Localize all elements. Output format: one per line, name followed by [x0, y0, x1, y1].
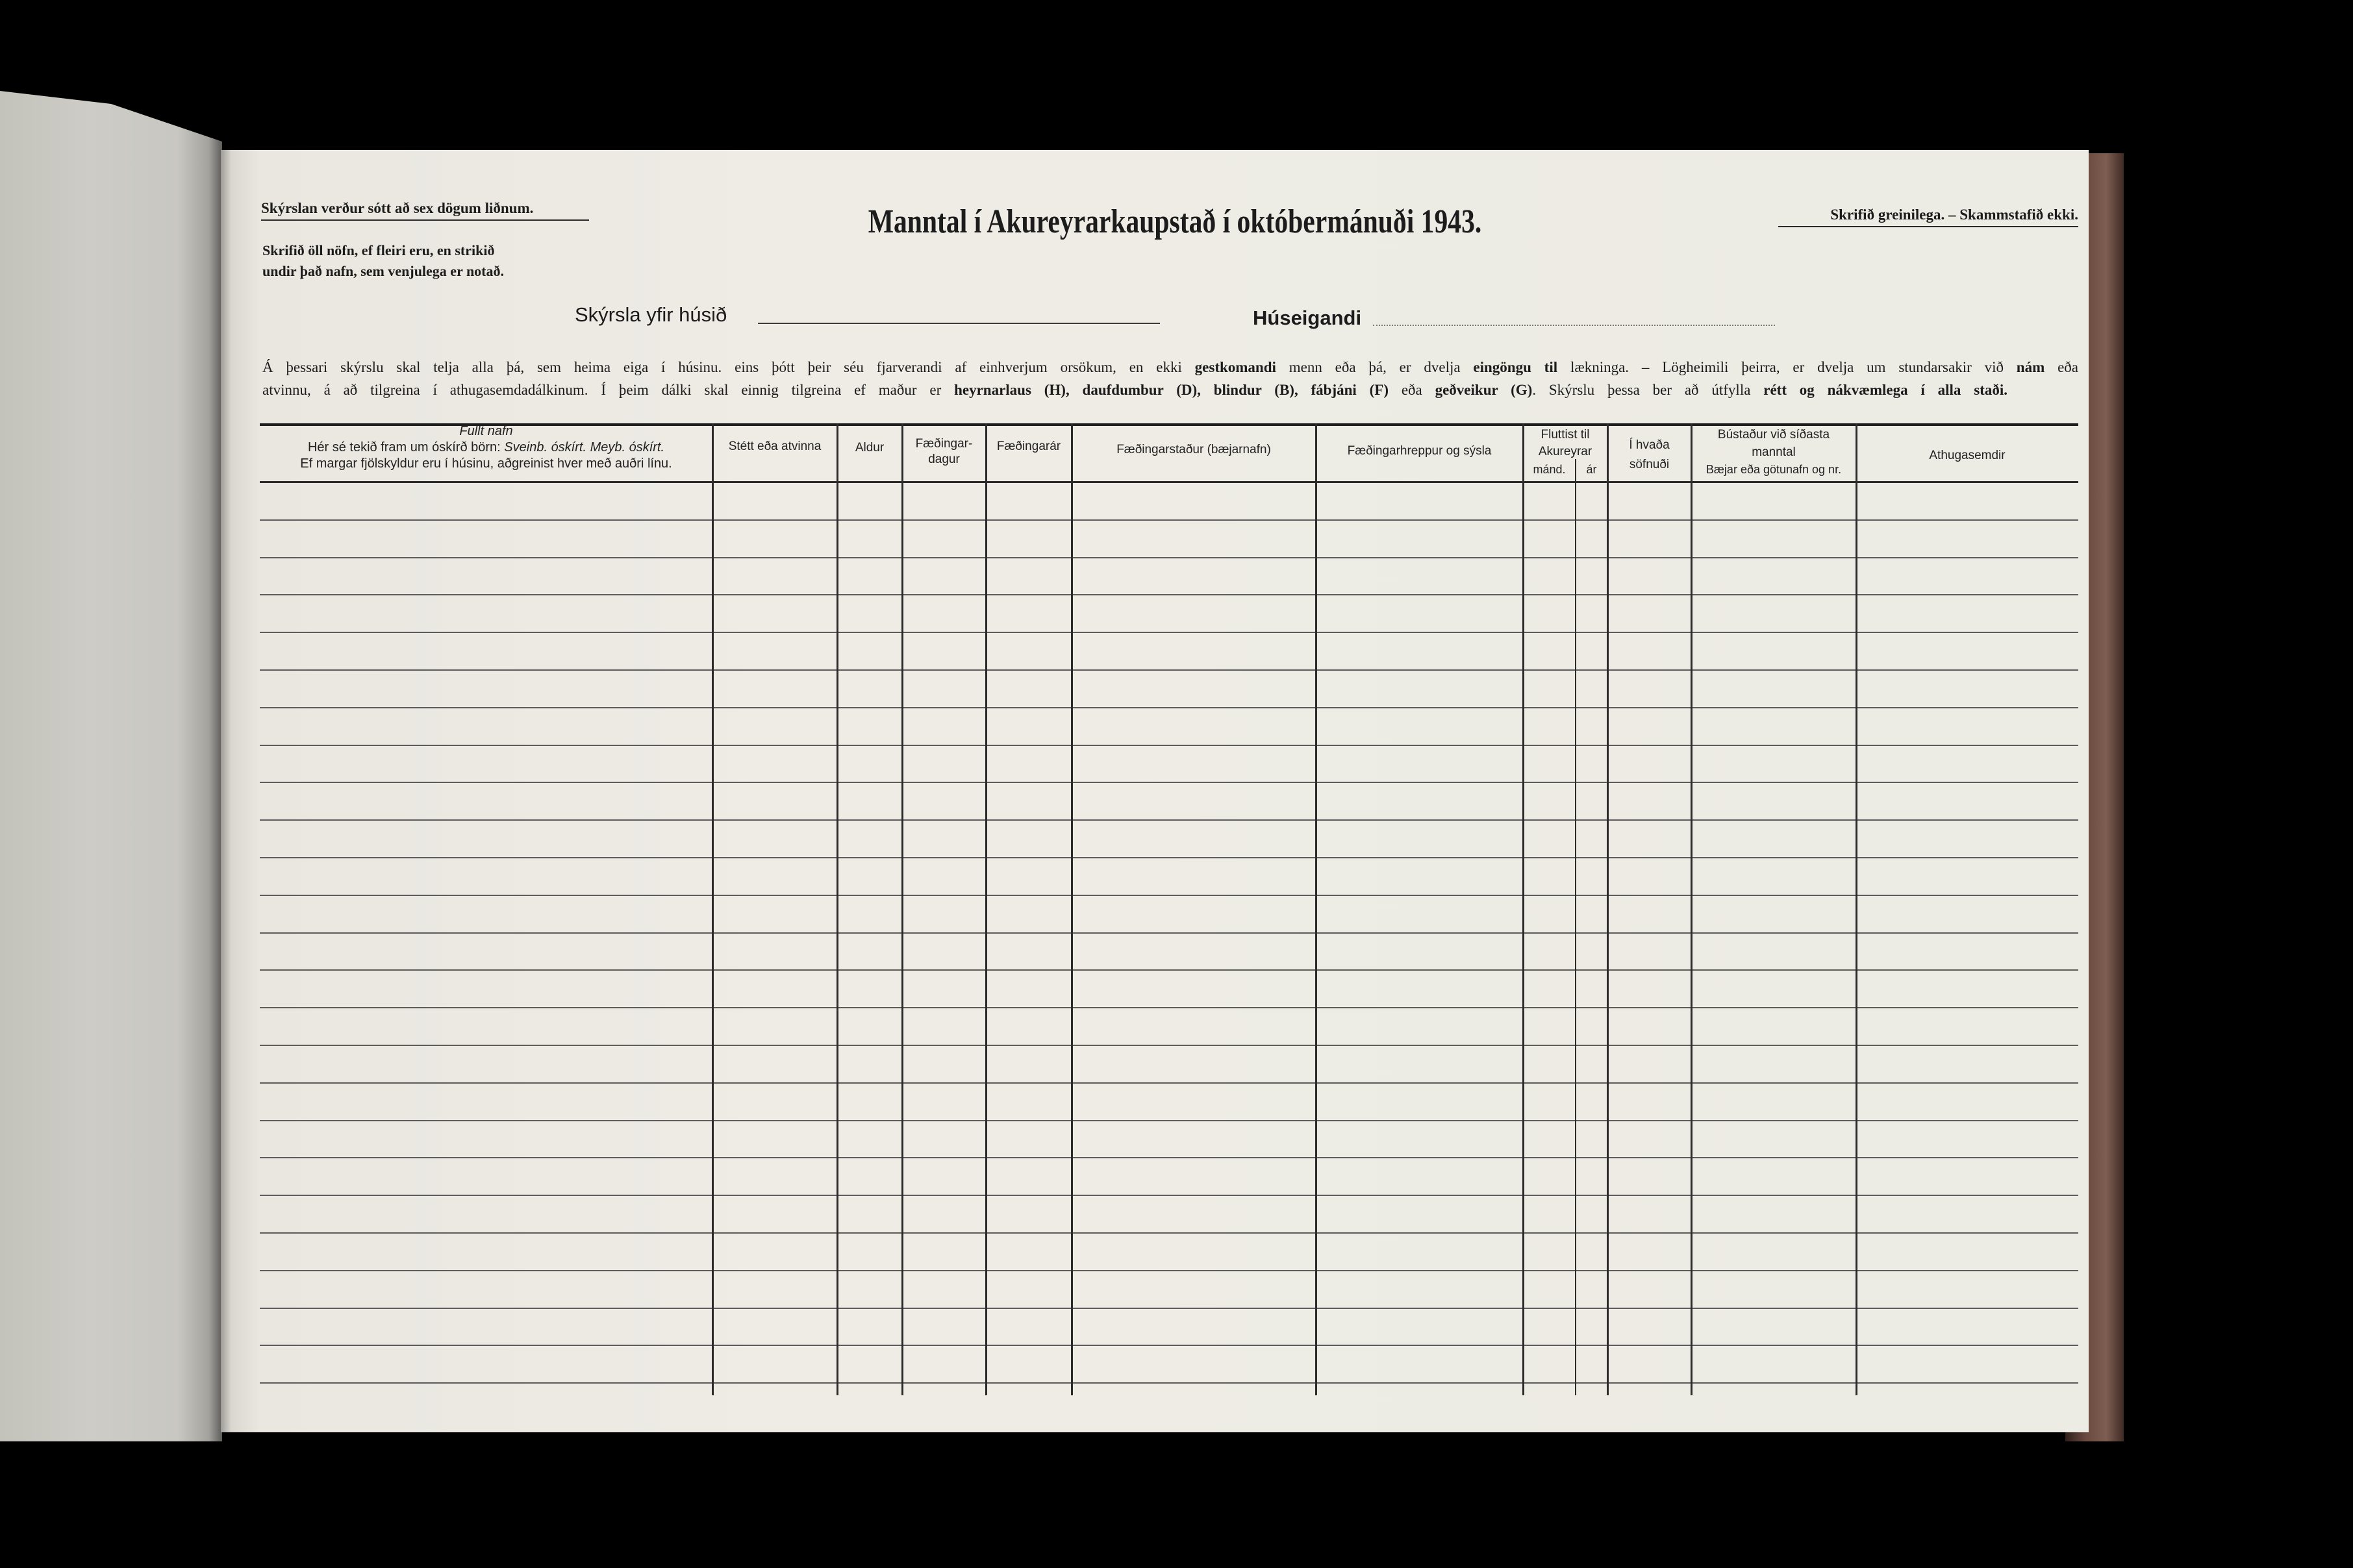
- instruction-text: . Skýrslu þessa ber að útfylla: [1532, 382, 1764, 398]
- table-row: [260, 821, 2078, 858]
- table-row: [260, 934, 2078, 971]
- names-notice: [262, 240, 504, 282]
- form-title: Manntal í Akureyrarkaupstað í októbermánuði 1943.: [868, 203, 1482, 240]
- header-birth-parish: [1316, 423, 1523, 483]
- header-previous-residence-label: Bústaður við síðasta: [1717, 428, 1830, 442]
- header-moved-year: ár: [1586, 463, 1597, 476]
- header-full-name-title: Fullt nafn: [459, 424, 513, 438]
- house-field-line: [758, 303, 1160, 324]
- table-row: [260, 1234, 2078, 1271]
- header-previous-residence-label: manntal: [1752, 445, 1796, 459]
- header-congregation-label: Í hvaða: [1629, 438, 1670, 452]
- column-divider: [985, 423, 987, 1395]
- header-remarks: [1856, 423, 2078, 483]
- instruction-text: atvinnu, á að tilgreina í athugasemdadálkinum. Í þeim dálki skal einnig tilgreina ef maður er: [262, 382, 955, 398]
- column-divider: [1856, 423, 1857, 1395]
- table-row: [260, 746, 2078, 784]
- instruction-text: lækninga. – Lögheimili þeirra, er dvelja um stundarsakir við: [1557, 359, 2017, 375]
- header-birth-year: [986, 423, 1072, 483]
- header-occupation: [712, 423, 837, 483]
- table-row: [260, 633, 2078, 671]
- instruction-emphasis: nám: [2016, 359, 2045, 375]
- names-notice-line: undir það nafn, sem venjulega er notað.: [262, 263, 505, 279]
- column-divider: [1607, 423, 1609, 1395]
- header-birth-day: [902, 423, 986, 483]
- table-row: [260, 708, 2078, 746]
- collection-notice: Skýrslan verður sótt að sex dögum liðnum.: [261, 199, 589, 221]
- census-form-page: [221, 150, 2089, 1432]
- table-row: [260, 1346, 2078, 1384]
- header-previous-residence: [1691, 423, 1856, 483]
- table-row: [260, 783, 2078, 821]
- table-row: [260, 521, 2078, 558]
- header-birthplace: [1072, 423, 1316, 483]
- header-birth-day-label: Fæðingar-: [915, 437, 973, 451]
- column-divider: [1691, 423, 1692, 1395]
- table-row: [260, 1309, 2078, 1347]
- left-book-page: [0, 91, 222, 1441]
- header-previous-residence-sub: Bæjar eða götunafn og nr.: [1705, 463, 1842, 476]
- header-birthplace-label: Fæðingarstaður (bæjarnafn): [1116, 443, 1271, 456]
- column-divider: [837, 423, 838, 1395]
- header-birth-day-label: dagur: [928, 453, 960, 466]
- column-divider: [1315, 423, 1317, 1395]
- column-divider: [1522, 423, 1524, 1395]
- table-row: [260, 1121, 2078, 1159]
- header-occupation-label: Stétt eða atvinna: [728, 440, 822, 453]
- table-row: [260, 971, 2078, 1008]
- table-row: [260, 1046, 2078, 1084]
- names-notice-line: Skrifið öll nöfn, ef fleiri eru, en strikið: [262, 242, 495, 258]
- instruction-text: eða: [2045, 359, 2078, 375]
- header-full-name: [260, 423, 712, 483]
- legibility-notice: Skrifið greinilega. – Skammstafið ekki.: [1778, 206, 2078, 227]
- header-birth-year-label: Fæðingarár: [996, 440, 1061, 453]
- instruction-emphasis: geðveikur (G): [1435, 382, 1533, 398]
- instruction-text: menn eða þá, er dvelja: [1276, 359, 1474, 375]
- header-moved-label: Fluttist til: [1541, 428, 1590, 442]
- table-row: [260, 558, 2078, 596]
- table-row: [260, 483, 2078, 521]
- header-age-label: Aldur: [855, 441, 885, 454]
- instruction-emphasis: eingöngu til: [1473, 359, 1558, 375]
- instruction-text: eða: [1389, 382, 1435, 398]
- instruction-emphasis: rétt og nákvæmlega í alla staði.: [1763, 382, 2007, 398]
- column-subdivider: [1575, 459, 1576, 1395]
- header-congregation: [1607, 423, 1691, 483]
- table-row: [260, 671, 2078, 708]
- header-age: [837, 423, 902, 483]
- table-row: [260, 1158, 2078, 1196]
- table-row: [260, 896, 2078, 934]
- column-divider: [712, 423, 714, 1395]
- instructions-line: [262, 381, 2007, 399]
- header-full-name-note-examples: Sveinb. óskírt. Meyb. óskírt.: [504, 440, 665, 454]
- header-remarks-label: Athugasemdir: [1929, 449, 2006, 462]
- header-congregation-label: söfnuði: [1629, 458, 1670, 471]
- header-birth-parish-label: Fæðingarhreppur og sýsla: [1347, 444, 1492, 458]
- table-row: [260, 858, 2078, 896]
- instruction-text: Á þessari skýrslu skal telja alla þá, sem heima eiga í húsinu. eins þótt þeir séu fjarverandi af einhverjum orsökum, en ekki: [262, 359, 1195, 375]
- instruction-emphasis: heyrnarlaus (H), daufdumbur (D), blindur (B), fábjáni (F): [954, 382, 1389, 398]
- header-moved-month: mánd.: [1533, 463, 1566, 476]
- house-label: Skýrsla yfir húsið: [575, 303, 727, 326]
- column-divider: [1071, 423, 1073, 1395]
- header-moved-label: Akureyrar: [1538, 445, 1592, 458]
- column-divider: [901, 423, 903, 1395]
- table-row: [260, 1271, 2078, 1309]
- table-body: [260, 483, 2078, 1384]
- header-full-name-note-text: Hér sé tekið fram um óskírð börn:: [307, 440, 501, 454]
- owner-label: Húseigandi: [1253, 306, 1362, 329]
- table-row: [260, 1084, 2078, 1121]
- instruction-emphasis: gestkomandi: [1194, 359, 1276, 375]
- header-full-name-note: [308, 440, 664, 456]
- table-row: [260, 595, 2078, 633]
- table-row: [260, 1196, 2078, 1234]
- table-row: [260, 1008, 2078, 1046]
- instructions-line: [262, 358, 2078, 377]
- header-full-name-family-note: Ef margar fjölskyldur eru í húsinu, aðgreinist hver með auðri línu.: [300, 456, 672, 471]
- owner-field-line: [1373, 306, 1775, 326]
- census-table: [260, 423, 2078, 1395]
